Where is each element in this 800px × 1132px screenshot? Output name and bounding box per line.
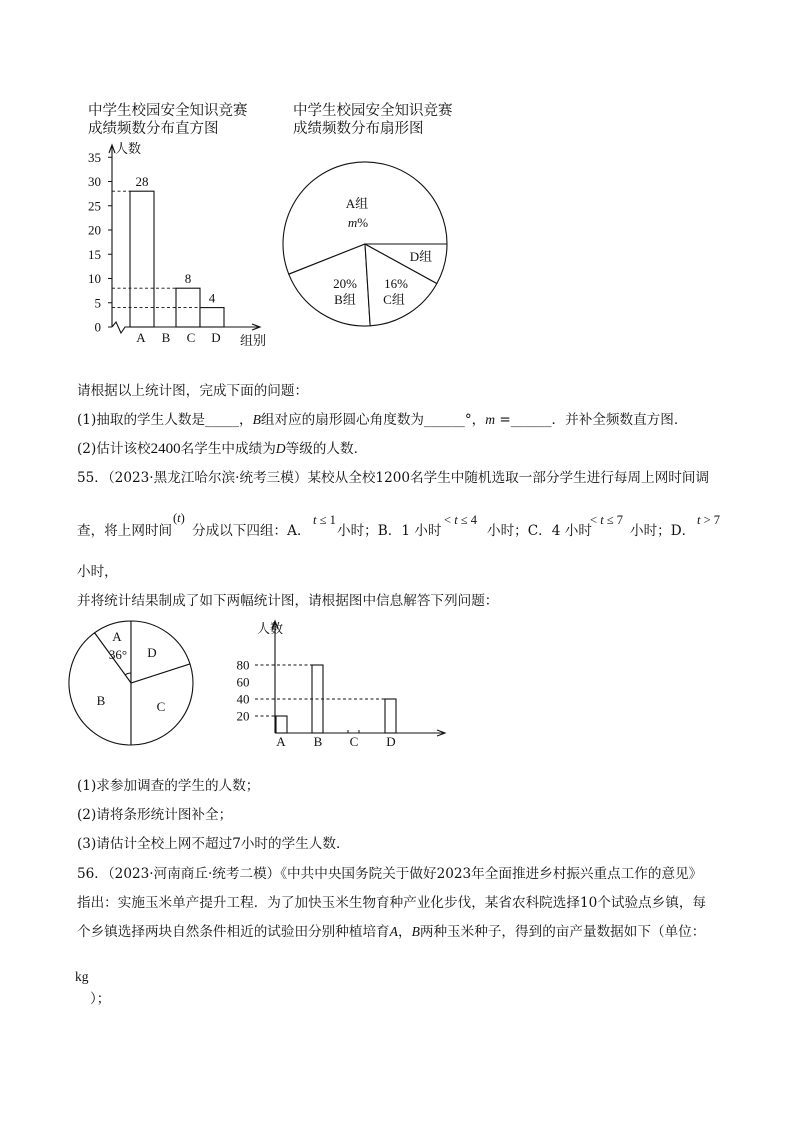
formula-rest: > 7: [700, 513, 721, 527]
pie-slices: [283, 162, 447, 326]
variable-t: t: [313, 513, 317, 527]
q54-part1-tail: ．并补全频数直方图．: [551, 412, 688, 428]
pie-slice-c-value-label: 16%: [384, 276, 408, 291]
histogram-title-line1: 中学生校园安全知识竞赛: [88, 103, 248, 119]
q55-formula-c: [590, 512, 623, 528]
q54-part1-degree: °，: [464, 412, 486, 428]
bar-a: [276, 716, 287, 733]
formula-lt: <: [444, 513, 455, 527]
variable-t: t: [454, 513, 458, 527]
variable-d: D: [275, 441, 286, 456]
variable-t: t: [600, 513, 604, 527]
pie-slices: [69, 621, 193, 745]
y-tick-label: 80: [236, 657, 250, 673]
pie-slice-a-value-var: m: [347, 215, 358, 230]
paren-close: ): [180, 511, 185, 525]
q55-variable-t-paren: [173, 510, 185, 526]
pie-slice-a-name: A组: [345, 196, 369, 211]
pie-slice-a-name: A: [112, 629, 122, 644]
pie-slice-d-name: D: [147, 645, 157, 660]
q54-part2-tail: 等级的人数．: [285, 441, 368, 457]
x-category-label: A: [276, 734, 286, 749]
y-tick-label: 35: [88, 149, 101, 165]
answer-blank: ______: [424, 412, 465, 428]
bar-value-label: 28: [135, 174, 149, 190]
histogram-chart: [60, 138, 275, 358]
y-tick-label: 0: [94, 319, 101, 335]
q56-line1: 56．（2023·河南商丘·统考二模）《中共中央国务院关于做好2023年全面推进乡村振兴重点工作的意见》: [77, 866, 703, 882]
q54-intro: 请根据以上统计图，完成下面的问题：: [77, 383, 309, 399]
q55-formula-b: [444, 512, 477, 528]
q56-line3-sep: ，: [397, 924, 412, 940]
y-axis-label: 人数: [257, 621, 284, 636]
variable-m: m: [485, 412, 496, 427]
x-category-label: B: [161, 330, 171, 345]
x-category-label: A: [136, 330, 146, 345]
pie-slice-c-name: C: [156, 699, 166, 714]
x-category-label: C: [186, 330, 196, 345]
y-tick-label: 5: [94, 295, 101, 311]
answer-blank: _____: [205, 412, 239, 428]
q55-part1: (1)求参加调查的学生的人数；: [77, 778, 260, 794]
q56-line2: 指出：实施玉米单产提升工程．为了加快玉米生物育种产业化步伐，某省农科院选择10个试验点乡镇，每: [77, 895, 707, 911]
q54-part2: [77, 440, 367, 458]
bar-d: [385, 699, 396, 733]
paren-open: (: [173, 511, 178, 525]
pie-slice-a-angle-label: 36°: [108, 647, 128, 662]
formula-rest: ≤ 1: [316, 513, 336, 527]
q55-line3: 小时，: [77, 564, 118, 580]
answer-blank: ______: [510, 412, 552, 428]
pie-chart-online-time: [60, 612, 205, 757]
q55-line2-seg3: 小时；C．4 小时: [487, 523, 592, 539]
q54-part1-comma: ，: [239, 412, 253, 428]
q56-line3-tail: 两种玉米种子，得到的亩产量数据如下（单位：: [419, 924, 706, 940]
pie-slice-a-value-unit: %: [357, 215, 369, 230]
histogram-title-line2: 成绩频数分布直方图: [88, 121, 219, 137]
variable-b: B: [252, 412, 261, 427]
q54-part2-lead: (2)估计该校: [77, 441, 151, 457]
q56-unit: kg: [75, 969, 89, 984]
bar-value-label: 4: [208, 290, 216, 306]
y-axis-label: 人数: [115, 141, 142, 156]
equals-sign: =: [495, 412, 511, 428]
bar-a: [130, 191, 154, 327]
bar-chart-online-time: [228, 612, 453, 757]
pie-slice-b-value-label: 20%: [333, 276, 357, 291]
q55-part3: (3)请估计全校上网不超过7小时的学生人数．: [77, 836, 350, 852]
variable-b: B: [411, 924, 420, 939]
q55-line2-seg4: 小时；D．: [630, 523, 696, 539]
pie-slice-b-name: B: [96, 693, 106, 708]
variable-a: A: [389, 924, 398, 939]
y-tick-label: 25: [88, 198, 101, 214]
y-tick-label: 10: [88, 271, 101, 286]
bar-value-label: 8: [184, 271, 192, 287]
q54-part1-mid: 组对应的扇形圆心角度数为: [260, 412, 425, 428]
formula-rest: ≤ 4: [457, 513, 478, 527]
q54-part1-lead: (1)抽取的学生人数是: [77, 412, 206, 428]
q55-line4: 并将统计结果制成了如下两幅统计图，请根据图中信息解答下列问题：: [77, 593, 499, 609]
pie-slice-b-name: B组: [334, 292, 356, 307]
q56-line3-lead: 个乡镇选择两块自然条件相近的试验田分别种植培育: [77, 924, 390, 940]
pie-chart-title-line2: 成绩频数分布扇形图: [293, 121, 424, 137]
q55-line1: 55．（2023·黑龙江哈尔滨·统考三模）某校从全校1200名学生中随机选取一部分学生进行每周上网时间调: [77, 470, 710, 486]
q55-line2-seg2: 小时；B．1 小时: [337, 523, 442, 539]
pie-chart-title-line1: 中学生校园安全知识竞赛: [293, 103, 453, 119]
x-category-label: B: [313, 734, 323, 749]
variable-t: t: [697, 513, 701, 527]
q55-line2-seg1: 分成以下四组：A．: [192, 523, 311, 539]
q56-line3: [77, 923, 705, 941]
q55-formula-d: [697, 512, 720, 528]
x-category-label: D: [386, 734, 396, 749]
y-tick-label: 30: [88, 174, 101, 189]
pie-slice-d-name: D组: [409, 249, 433, 264]
y-tick-label: 20: [88, 222, 101, 238]
y-tick-label: 15: [88, 246, 101, 262]
q54-part2-mid: 名学生中成绩为: [180, 441, 276, 457]
y-tick-label: 40: [236, 691, 250, 707]
q55-formula-a: [313, 512, 336, 528]
q55-line2-lead: 查，将上网时间: [77, 523, 173, 539]
bar-d: [200, 308, 224, 327]
y-tick-label: 20: [236, 708, 250, 724]
x-category-label: C: [349, 734, 359, 749]
formula-lt: <: [590, 513, 601, 527]
y-tick-label: 60: [236, 674, 250, 690]
pie-slice-a-value-label: [348, 215, 368, 230]
q56-close: ）；: [90, 991, 111, 1007]
variable-t: t: [177, 511, 181, 525]
student-total-number: 2400: [150, 441, 181, 457]
pie-chart-competition: [275, 150, 460, 335]
x-axis-label: 组别: [240, 333, 267, 348]
q55-part2: (2)请将条形统计图补全；: [77, 807, 233, 823]
pie-slice-c-name: C组: [383, 292, 405, 307]
x-category-label: D: [211, 330, 221, 345]
q54-part1: [77, 411, 687, 429]
formula-rest: ≤ 7: [603, 513, 624, 527]
